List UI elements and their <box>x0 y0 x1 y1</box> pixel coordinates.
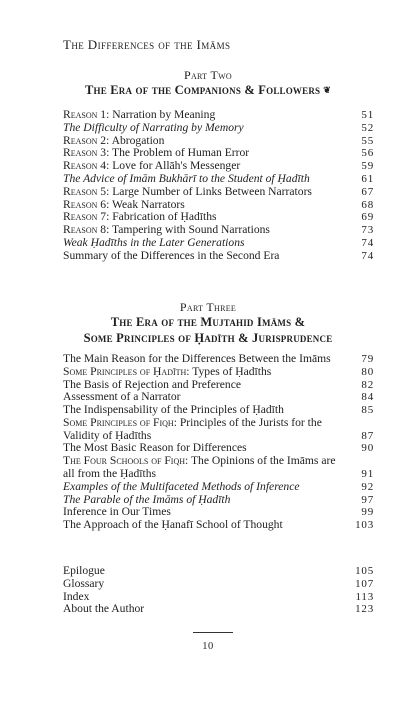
toc-entry-page: 59 <box>361 160 374 173</box>
toc-entry-page: 92 <box>361 480 374 493</box>
toc-entry-title: Assessment of a Narrator <box>63 390 181 404</box>
toc-entry-title: Epilogue <box>63 564 105 577</box>
toc-entry <box>63 481 374 494</box>
running-head: The Differences of the Imāms <box>63 37 231 52</box>
toc-entry-page: 99 <box>361 506 374 519</box>
toc-entry <box>63 122 374 135</box>
toc-entry-title: The Most Basic Reason for Differences <box>63 441 247 455</box>
toc-entry-title: Index <box>63 589 90 603</box>
toc-entry-page: 91 <box>361 467 374 480</box>
toc-entry <box>63 565 374 578</box>
toc-entry-title: Reason 7: Fabrication of Ḥadīths <box>63 210 217 224</box>
toc-entry-page: 67 <box>361 185 374 198</box>
toc-entry-page: 97 <box>361 493 374 506</box>
toc-entry <box>63 237 374 250</box>
toc-entry-title: About the Author <box>63 602 145 616</box>
toc-entry-page: 56 <box>361 147 374 160</box>
toc-entry-page: 85 <box>361 404 374 417</box>
toc-entry-title: Reason 6: Weak Narrators <box>63 197 185 211</box>
toc-entry <box>63 519 374 532</box>
honorific-ornament-icon: ❦ <box>323 85 331 95</box>
toc-entry-page: 74 <box>361 249 374 262</box>
toc-back-matter <box>63 565 374 616</box>
part-three-title-line1: The Era of the Mujtahid Imāms & <box>110 315 306 329</box>
toc-entry-title: Glossary <box>63 576 105 590</box>
toc-entry-page: 84 <box>361 391 374 404</box>
toc-part-three <box>63 353 374 532</box>
toc-entry <box>63 173 374 186</box>
toc-entry-title: The Four Schools of Fiqh: The Opinions of the Imāms are all from the Ḥadīths <box>63 454 336 481</box>
toc-entry-title: The Basis of Rejection and Preference <box>63 377 242 391</box>
toc-entry-title: The Indispensability of the Principles of Ḥadīth <box>63 403 284 417</box>
toc-entry-page: 113 <box>355 590 374 603</box>
toc-entry-title: The Advice of Imām Bukhārī to the Student of Ḥadīth <box>63 171 310 185</box>
page-number: 10 <box>202 641 214 652</box>
toc-entry <box>63 109 374 122</box>
toc-entry-page: 51 <box>361 109 374 121</box>
toc-entry-title: Some Principles of Ḥadīth: Types of Ḥadīths <box>63 364 272 378</box>
toc-entry-title: Reason 1: Narration by Meaning <box>63 108 216 121</box>
toc-entry-page: 55 <box>361 134 374 147</box>
part-two-title-text: The Era of the Companions & Followers <box>84 83 321 97</box>
toc-entry-title: Inference in Our Times <box>63 505 171 519</box>
toc-entry-page: 68 <box>361 198 374 211</box>
toc-entry-page: 82 <box>361 378 374 391</box>
toc-entry <box>63 603 374 616</box>
toc-entry-title: Examples of the Multifaceted Methods of Inference <box>63 479 300 493</box>
toc-entry-title: The Main Reason for the Differences Between the Imāms <box>63 352 331 365</box>
toc-entry-page: 123 <box>355 603 374 616</box>
toc-entry-page: 79 <box>361 353 374 365</box>
toc-entry <box>63 250 374 263</box>
toc-entry-page: 74 <box>361 236 374 249</box>
part-three-label: Part Three <box>179 300 237 314</box>
toc-entry <box>63 455 374 481</box>
toc-entry <box>63 578 374 591</box>
toc-entry-title: Reason 5: Large Number of Links Between Narrators <box>63 184 312 198</box>
part-two-title <box>0 83 416 98</box>
part-two-label: Part Two <box>183 68 233 82</box>
toc-entry-title: Reason 4: Love for Allāh's Messenger <box>63 159 241 173</box>
toc-entry-page: 87 <box>361 429 374 442</box>
toc-entry <box>63 417 374 443</box>
toc-entry-page: 52 <box>361 121 374 134</box>
toc-entry-title: The Parable of the Imāms of Ḥadīth <box>63 492 231 506</box>
part-three-title-line2: Some Principles of Ḥadīth & Jurisprudence <box>83 331 333 345</box>
footer-divider <box>193 632 233 633</box>
toc-entry-page: 80 <box>361 365 374 378</box>
toc-entry-title: Weak Ḥadīths in the Later Generations <box>63 235 245 249</box>
toc-entry-page: 61 <box>361 172 374 185</box>
toc-part-two <box>63 109 374 263</box>
toc-entry-page: 103 <box>355 519 374 532</box>
toc-entry-title: Reason 3: The Problem of Human Error <box>63 146 250 160</box>
toc-entry-page: 69 <box>361 211 374 224</box>
toc-entry-title: Reason 8: Tampering with Sound Narrations <box>63 223 270 237</box>
toc-entry-title: The Difficulty of Narrating by Memory <box>63 120 244 134</box>
toc-entry <box>63 366 374 379</box>
toc-entry-title: Reason 2: Abrogation <box>63 133 165 147</box>
toc-entry <box>63 186 374 199</box>
toc-entry-page: 90 <box>361 442 374 455</box>
toc-entry-page: 107 <box>355 577 374 590</box>
toc-entry-title: The Approach of the Ḥanafī School of Thought <box>63 518 283 532</box>
toc-entry-page: 105 <box>355 565 374 577</box>
toc-entry-title: Summary of the Differences in the Second Era <box>63 248 280 262</box>
toc-entry-title: Some Principles of Fiqh: Principles of the Jurists for the Validity of Ḥadīths <box>63 415 322 442</box>
toc-entry-page: 73 <box>361 224 374 237</box>
